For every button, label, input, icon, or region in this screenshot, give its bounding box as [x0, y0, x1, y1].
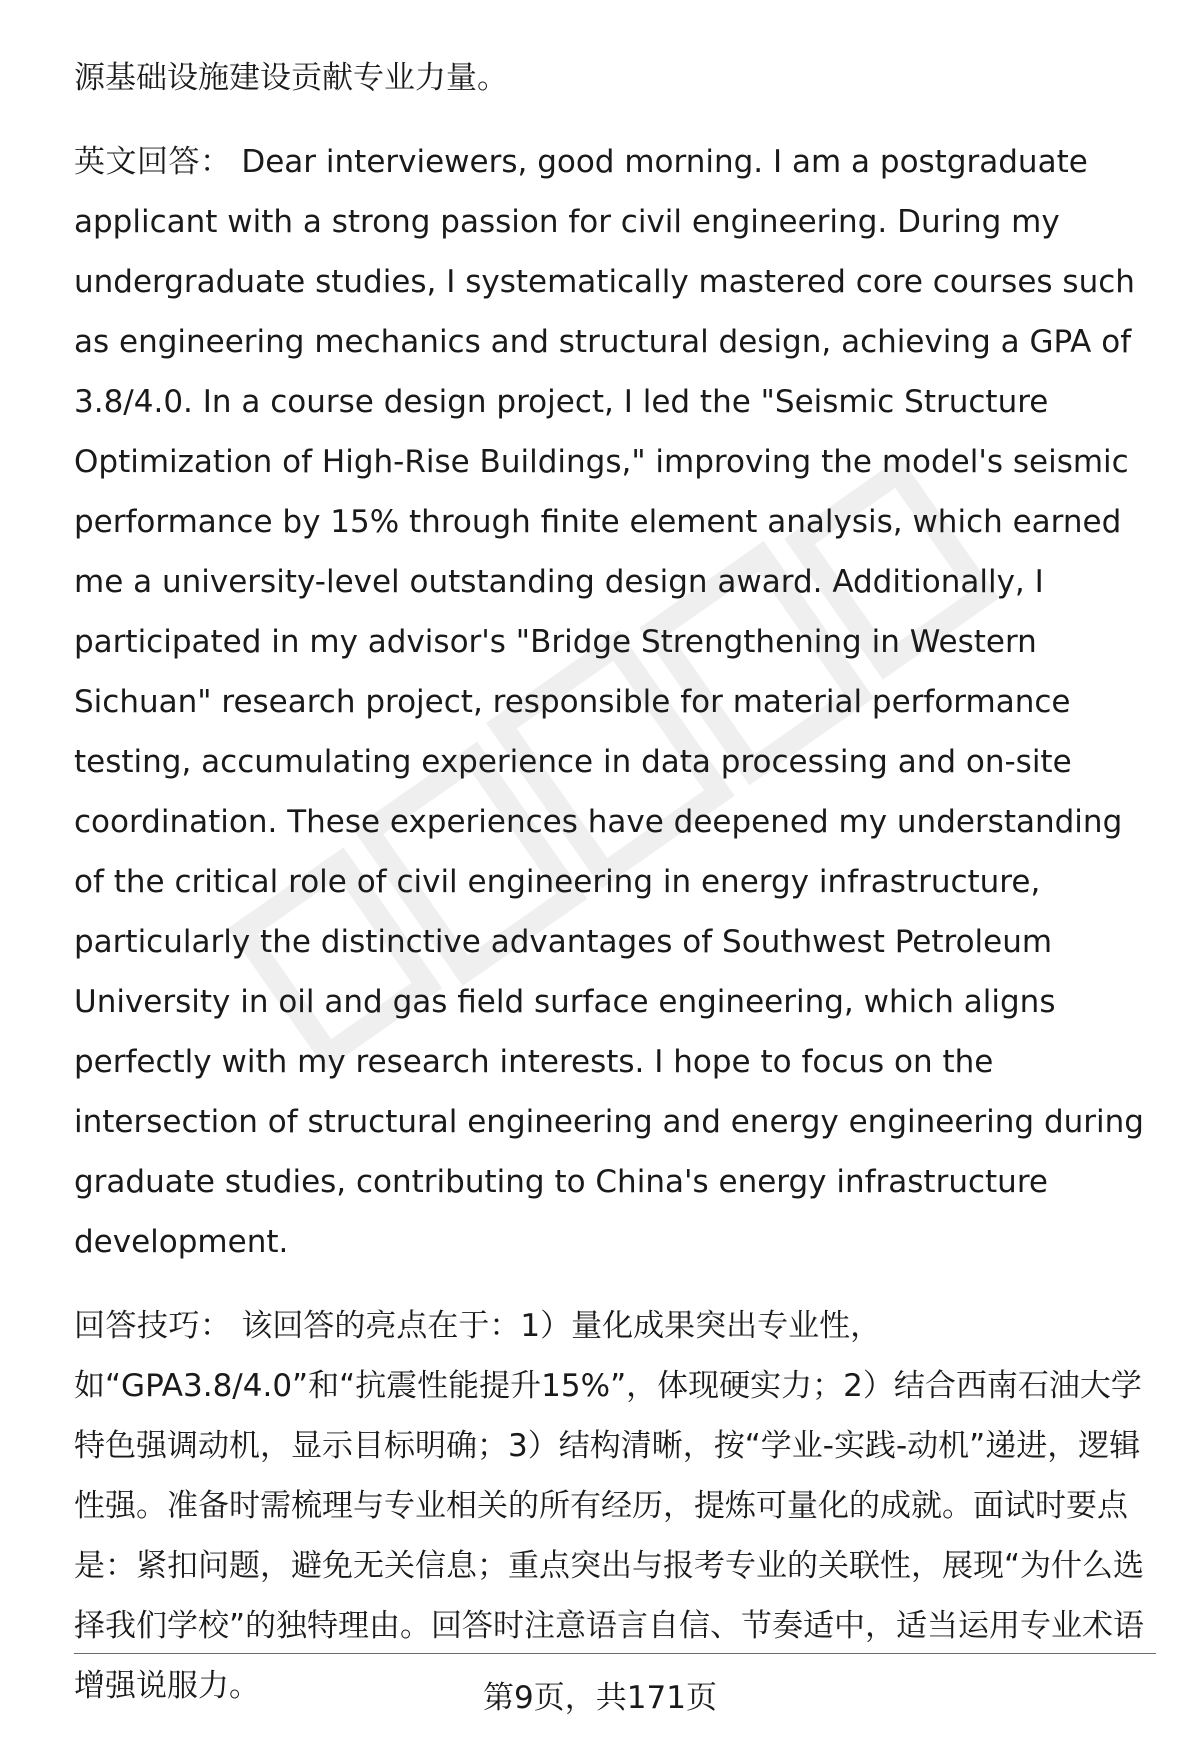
document-body [74, 48, 1154, 1716]
english-answer-label: 英文回答： [74, 144, 232, 180]
english-answer-text: Dear interviewers, good morning. I am a postgraduate applicant with a strong passion for civil engineering. During my undergraduate studies, I systematically mastered core courses such as engineering mechanics and structural design, achieving a GPA of 3.8/4.0. In a course design project, I led the "Seismic Structure Optimization of High-Rise Buildings," improving the model's seismic performance by 15% through finite element analysis, which earned me a university-level outstanding design award. Additionally, I participated in my advisor's "Bridge Strengthening in Western Sichuan" research project, responsible for material performance testing, accumulating experience in data processing and on-site coordination. These experiences have deepened my understanding of the critical role of civil engineering in energy infrastructure, particularly the distinctive advantages of Southwest Petroleum University in oil and gas field surface engineering, which aligns perfectly with my research interests. I hope to focus on the intersection of structural engineering and energy engineering during graduate studies, contributing to China's energy infrastructure development. [74, 144, 1144, 1260]
english-answer [74, 132, 1154, 1272]
intro-line: 源基础设施建设贡献专业力量。 [74, 60, 508, 96]
answer-tips-text: 该回答的亮点在于：1）量化成果突出专业性，如“GPA3.8/4.0”和“抗震性能提升15%”，体现硬实力；2）结合西南石油大学特色强调动机，显示目标明确；3）结构清晰，按“学业-实践-动机”递进，逻辑性强。准备时需梳理与专业相关的所有经历，提炼可量化的成就。面试时要点是：紧扣问题，避免无关信息；重点突出与报考专业的关联性，展现“为什么选择我们学校”的独特理由。回答时注意语言自信、节奏适中，适当运用专业术语增强说服力。 [74, 1308, 1145, 1704]
page-indicator: 第9页，共171页 [483, 1680, 717, 1716]
footer-divider [74, 1653, 1156, 1654]
answer-tips-label: 回答技巧： [74, 1308, 232, 1344]
